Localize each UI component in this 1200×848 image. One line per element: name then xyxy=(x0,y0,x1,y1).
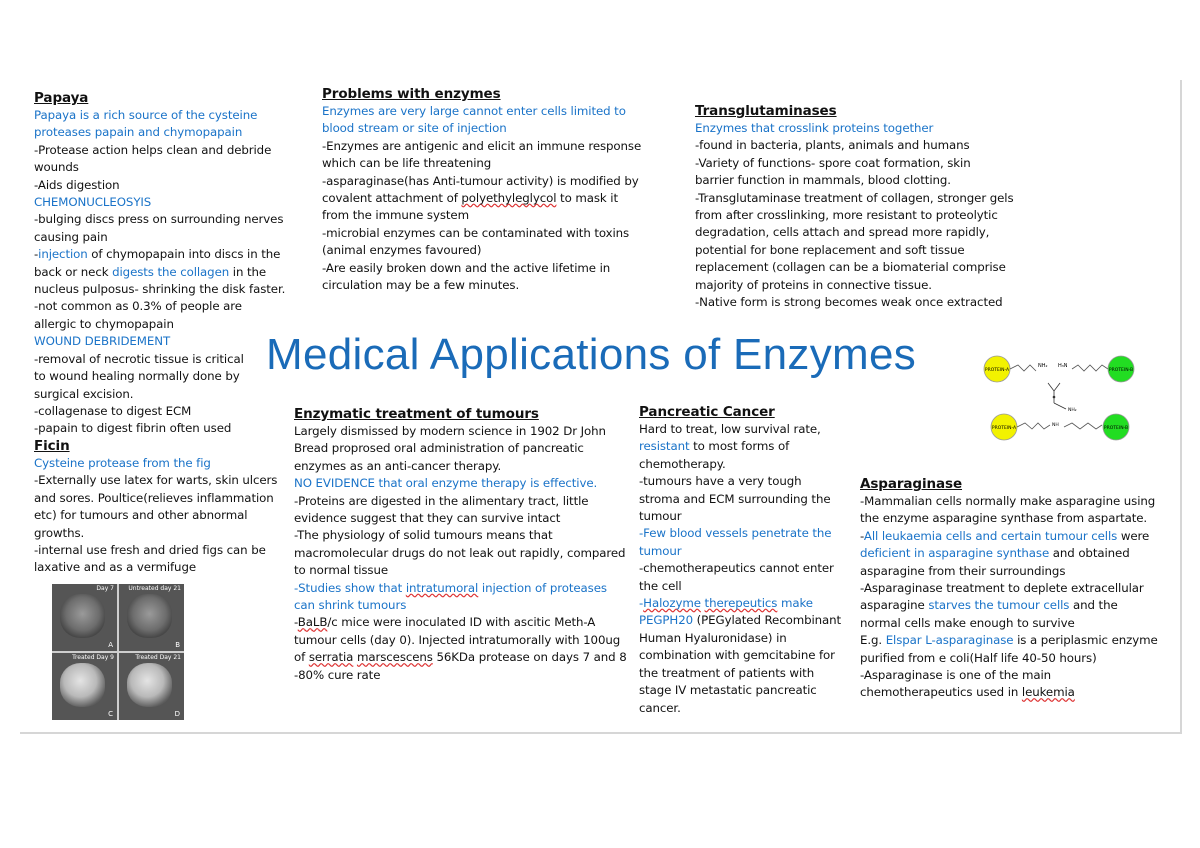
pancreatic-line-segment: make xyxy=(777,596,813,611)
transglutaminases-line: degradation, cells attach and spread more rapidly, xyxy=(695,225,990,240)
tumours-line: enzymes as an anti-cancer therapy. xyxy=(294,458,502,473)
papaya-line: WOUND DEBRIDEMENT xyxy=(34,334,171,349)
ficin-line: Cysteine protease from the fig xyxy=(34,456,211,470)
pancreatic-line xyxy=(639,595,849,612)
problems-line: circulation may be a few minutes. xyxy=(322,278,520,293)
asparaginase-text xyxy=(860,493,1170,702)
transglutaminases-line: Enzymes that crosslink proteins together xyxy=(695,121,934,135)
problems-line: which can be life threatening xyxy=(322,156,492,171)
papaya-line: allergic to chymopapain xyxy=(34,316,174,331)
papaya-line-segment: injection xyxy=(38,247,88,262)
papaya-line: -not common as 0.3% of people are xyxy=(34,299,242,314)
pancreatic-line: tumour xyxy=(639,509,682,524)
problems-line-segment: polyethyleglycol xyxy=(461,191,557,206)
pancreatic-line: -tumours have a very tough xyxy=(639,474,802,489)
problems-line-segment: covalent attachment of xyxy=(322,191,462,206)
asparaginase-line: normal cells make enough to survive xyxy=(860,615,1075,630)
transglutaminases-line: replacement (collagen can be a biomaterial comprise xyxy=(695,260,1006,275)
tumours-line xyxy=(294,649,634,666)
pancreatic-line: tumour xyxy=(639,543,682,558)
pancreatic-section xyxy=(639,404,849,717)
problems-line: (animal enzymes favoured) xyxy=(322,243,482,258)
transglutaminases-line: -Native form is strong becomes weak once extracted xyxy=(695,295,1003,310)
problems-line: blood stream or site of injection xyxy=(322,121,507,136)
problems-heading: Problems with enzymes xyxy=(322,86,501,102)
transglutaminases-line: barrier function in mammals, blood clotting. xyxy=(695,173,951,188)
tumours-text xyxy=(294,423,634,684)
pancreatic-line: resistant to most forms of xyxy=(639,439,790,454)
amine-fragment-3: NH₂ xyxy=(1068,408,1077,413)
problems-line xyxy=(322,190,652,207)
asparaginase-line-segment: is a periplasmic enzyme xyxy=(1013,633,1158,648)
tumours-line: macromolecular drugs do not leak out rapidly, compared xyxy=(294,545,626,560)
papaya-line: -papain to digest fibrin often used xyxy=(34,421,232,436)
papaya-line-segment: - xyxy=(34,247,39,262)
tumours-line: -Proteins are digested in the alimentary tract, little xyxy=(294,493,589,508)
tumours-line-segment: -Studies show that xyxy=(294,580,406,595)
asparaginase-line: purified from e coli(Half life 40-50 hours) xyxy=(860,650,1097,665)
asparaginase-line xyxy=(860,684,1170,701)
tumours-line-segment: injection of proteases xyxy=(478,580,607,595)
photo-panel-c: Treated Day 9 C xyxy=(52,653,117,720)
papaya-line: -removal of necrotic tissue is critical xyxy=(34,351,244,366)
asparaginase-heading: Asparaginase xyxy=(860,476,963,492)
pancreatic-line: combination with gemcitabine for xyxy=(639,648,835,663)
problems-line: -Enzymes are antigenic and elicit an immune response xyxy=(322,138,642,153)
amine-fragment-2: H₃N xyxy=(1058,363,1068,369)
pancreatic-line-segment: therepeutics xyxy=(704,596,778,611)
tumours-line: -80% cure rate xyxy=(294,667,381,682)
asparaginase-line-segment: leukemia xyxy=(1021,685,1075,700)
ficin-line: -internal use fresh and dried figs can be xyxy=(34,543,266,558)
tumours-line-segment: serratia xyxy=(308,650,354,665)
pancreatic-line: Human Hyaluronidase) in xyxy=(639,630,787,645)
papaya-line: CHEMONUCLEOSYIS xyxy=(34,195,152,210)
ficin-line: -Externally use latex for warts, skin ulcers xyxy=(34,473,278,488)
asparaginase-line-segment: chemotherapeutics used in xyxy=(860,685,1022,700)
transglutaminases-line: -found in bacteria, plants, animals and humans xyxy=(695,138,970,153)
ficin-line: etc) for tumours and other abnormal xyxy=(34,508,248,523)
pancreatic-line: chemotherapy. xyxy=(639,456,726,471)
pancreatic-text xyxy=(639,421,849,717)
asparaginase-section xyxy=(860,476,1170,702)
papaya-text xyxy=(34,107,284,438)
asparaginase-line xyxy=(860,597,1170,614)
pancreatic-line-segment: - xyxy=(639,596,644,611)
protein-a-label: PROTEIN-A xyxy=(984,368,1010,373)
papaya-line: Papaya is a rich source of the cysteine xyxy=(34,108,258,122)
tumours-section xyxy=(294,406,634,684)
ficin-line: laxative and as a vermifuge xyxy=(34,560,196,575)
protein-a-label-2: PROTEIN-A xyxy=(991,426,1017,431)
tumours-line-segment: BaLB xyxy=(297,615,328,630)
tumours-line: tumour cells (day 0). Injected intratumorally with 100ug xyxy=(294,632,621,647)
tumours-line-segment: marscescens xyxy=(356,650,433,665)
tumours-line xyxy=(294,580,634,597)
asparaginase-line-segment: - xyxy=(860,528,864,543)
asparaginase-line xyxy=(860,545,1170,562)
transglutaminases-text xyxy=(695,120,1025,311)
problems-text xyxy=(322,103,652,294)
asparaginase-line-segment: Elspar L-asparaginase xyxy=(885,633,1014,648)
asparaginase-line-segment: and the xyxy=(1069,598,1118,613)
ficin-section xyxy=(34,438,284,577)
transglutaminases-line: from after crosslinking, more resistant to proteolytic xyxy=(695,208,998,223)
asparaginase-line-segment: starves the tumour cells xyxy=(928,598,1070,613)
amine-fragment-1: NH₂ xyxy=(1038,363,1048,369)
papaya-line: wounds xyxy=(34,160,79,175)
papaya-line: causing pain xyxy=(34,229,108,244)
pancreatic-line: the cell xyxy=(639,578,682,593)
pancreatic-heading: Pancreatic Cancer xyxy=(639,404,775,420)
papaya-line-segment: in the xyxy=(229,264,267,279)
protein-b-label: PROTEIN-B xyxy=(1108,368,1134,373)
asparaginase-line-segment: E.g. xyxy=(860,633,886,648)
asparaginase-line xyxy=(860,632,1170,649)
asparaginase-line-segment: asparagine xyxy=(860,598,929,613)
page-title: Medical Applications of Enzymes xyxy=(266,330,917,379)
ficin-text xyxy=(34,455,284,577)
problems-line: -Are easily broken down and the active lifetime in xyxy=(322,260,611,275)
papaya-heading: Papaya xyxy=(34,90,89,106)
tumours-line: -The physiology of solid tumours means that xyxy=(294,528,553,543)
pancreatic-line: the treatment of patients with xyxy=(639,665,815,680)
photo-panel-a: Day 7 A xyxy=(52,584,117,651)
pancreatic-line xyxy=(639,612,849,629)
papaya-line: -bulging discs press on surrounding nerves xyxy=(34,212,284,227)
asparaginase-line xyxy=(860,528,1170,545)
papaya-line-segment: digests the collagen xyxy=(112,264,230,279)
papaya-line: proteases papain and chymopapain xyxy=(34,125,243,140)
ficin-heading: Ficin xyxy=(34,438,70,454)
problems-line: -asparaginase(has Anti-tumour activity) is modified by xyxy=(322,173,639,188)
photo-panel-d: Treated Day 21 D xyxy=(119,653,184,720)
papaya-line xyxy=(34,264,284,281)
pancreatic-line-segment: Halozyme xyxy=(643,596,701,611)
problems-section xyxy=(322,86,652,294)
protein-b-label-2: PROTEIN-B xyxy=(1103,426,1129,431)
transglutaminases-section xyxy=(695,103,1025,311)
tumours-line: to normal tissue xyxy=(294,563,389,578)
ficin-line: growths. xyxy=(34,525,85,540)
papaya-line: nucleus pulposus- shrinking the disk faster. xyxy=(34,282,286,297)
photo-panel-b: Untreated day 21 B xyxy=(119,584,184,651)
mouse-tumour-photo xyxy=(52,584,184,720)
pancreatic-line: stage IV metastatic pancreatic xyxy=(639,683,817,698)
papaya-line: to wound healing normally done by xyxy=(34,369,240,384)
tumours-line-segment: of xyxy=(294,650,309,665)
tumours-line: evidence suggest that they can survive intact xyxy=(294,511,561,526)
papaya-line-segment: back or neck xyxy=(34,264,113,279)
tumours-line xyxy=(294,614,634,631)
problems-line: Enzymes are very large cannot enter cells limited to xyxy=(322,104,626,118)
papaya-line-segment: of chymopapain into discs in the xyxy=(87,247,281,262)
asparaginase-line: asparagine from their surroundings xyxy=(860,563,1066,578)
papaya-line: -Aids digestion xyxy=(34,177,120,192)
asparaginase-line-segment: and obtained xyxy=(1049,546,1130,561)
tumours-heading: Enzymatic treatment of tumours xyxy=(294,406,539,422)
papaya-line: surgical excision. xyxy=(34,386,134,401)
asparaginase-line: -Asparaginase is one of the main xyxy=(860,668,1052,683)
tumours-line-segment: /c mice were inoculated ID with ascitic Meth-A xyxy=(327,615,596,630)
transglutaminases-heading: Transglutaminases xyxy=(695,103,837,119)
pegylation-diagram xyxy=(980,345,1140,445)
problems-line: -microbial enzymes can be contaminated with toxins xyxy=(322,225,630,240)
tumours-line: Bread proprosed oral administration of pancreatic xyxy=(294,441,584,456)
papaya-line: -collagenase to digest ECM xyxy=(34,403,192,418)
tumours-line: Largely dismissed by modern science in 1902 Dr John xyxy=(294,424,606,438)
ficin-line: and sores. Poultice(relieves inflammation xyxy=(34,490,274,505)
asparaginase-line-segment: deficient in asparagine synthase xyxy=(860,546,1050,561)
pancreatic-line: stroma and ECM surrounding the xyxy=(639,491,831,506)
pancreatic-line: Hard to treat, low survival rate, xyxy=(639,422,821,436)
pancreatic-line: -Few blood vessels penetrate the xyxy=(639,526,832,541)
pancreatic-line-segment: PEGPH20 xyxy=(639,613,694,628)
tumours-line-segment: intratumoral xyxy=(405,580,479,595)
tumours-line-segment: 56KDa protease on days 7 and 8 xyxy=(432,650,627,665)
asparaginase-line: -Asparaginase treatment to deplete extracellular xyxy=(860,581,1144,596)
tumours-line-segment: - xyxy=(294,615,298,630)
problems-line: from the immune system xyxy=(322,208,469,223)
transglutaminases-line: -Transglutaminase treatment of collagen, stronger gels xyxy=(695,190,1014,205)
asparaginase-line-segment: All leukaemia cells and certain tumour cells xyxy=(863,528,1118,543)
problems-line-segment: to mask it xyxy=(556,191,618,206)
papaya-section xyxy=(34,90,284,438)
amide-fragment: NH xyxy=(1052,423,1059,428)
pancreatic-line: cancer. xyxy=(639,700,681,715)
transglutaminases-line: majority of proteins in connective tissue. xyxy=(695,277,932,292)
papaya-line: -Protease action helps clean and debride xyxy=(34,142,272,157)
papaya-line xyxy=(34,246,284,263)
asparaginase-line-segment: were xyxy=(1117,528,1150,543)
pancreatic-line: -chemotherapeutics cannot enter xyxy=(639,561,834,576)
tumours-line: NO EVIDENCE that oral enzyme therapy is effective. xyxy=(294,476,598,491)
asparaginase-line: the enzyme asparagine synthase from aspartate. xyxy=(860,511,1148,526)
transglutaminases-line: -Variety of functions- spore coat formation, skin xyxy=(695,155,971,170)
tumours-line: can shrink tumours xyxy=(294,598,407,613)
pancreatic-line-segment: (PEGylated Recombinant xyxy=(693,613,842,628)
transglutaminases-line: potential for bone replacement and soft tissue xyxy=(695,242,965,257)
asparaginase-line: -Mammalian cells normally make asparagine using xyxy=(860,494,1156,508)
